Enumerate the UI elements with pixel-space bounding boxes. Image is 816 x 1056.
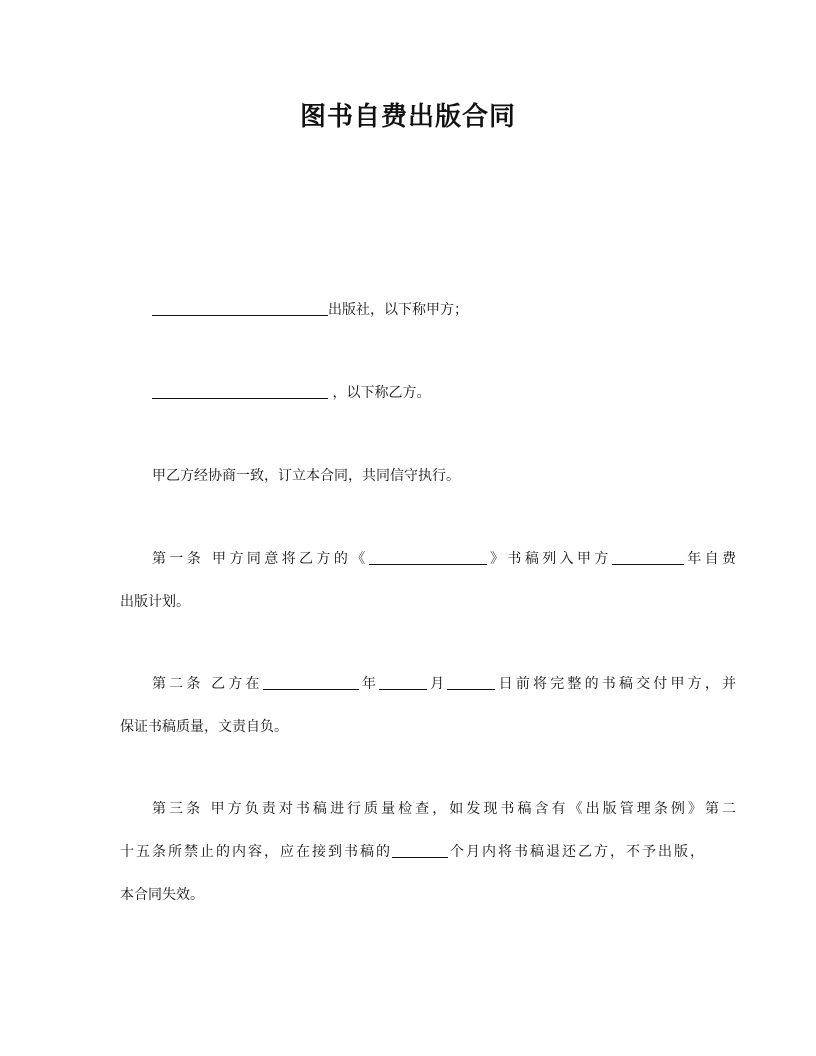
article-2-line-1 (120, 673, 736, 693)
article-2-text-4: 日前将完整的书稿交付甲方，并 (495, 676, 737, 692)
delivery-year-blank[interactable] (263, 675, 359, 690)
article-2-text-2: 年 (358, 676, 380, 692)
party-a-line (120, 299, 736, 319)
publish-year-blank[interactable] (612, 550, 684, 565)
article-3-line-1: 第三条 甲方负责对书稿进行质量检查，如发现书稿含有《出版管理条例》第二 (152, 801, 736, 817)
party-b-suffix: ，以下称乙方。 (328, 385, 431, 401)
book-title-blank[interactable] (369, 550, 487, 565)
delivery-month-blank[interactable] (379, 675, 427, 690)
party-b-name-blank[interactable] (152, 384, 328, 399)
party-a-suffix: 出版社，以下称甲方； (328, 302, 468, 318)
article-1-text-1: 第一条 甲方同意将乙方的《 (152, 551, 369, 567)
party-b-line (120, 382, 736, 402)
article-2-text-3: 月 (427, 676, 448, 692)
intro-paragraph: 甲乙方经协商一致，订立本合同，共同信守执行。 (152, 468, 460, 484)
article-3-text-1: 十五条所禁止的内容，应在接到书稿的 (120, 844, 392, 860)
party-a-name-blank[interactable] (152, 301, 328, 316)
contract-title: 图书自费出版合同 (299, 102, 516, 132)
article-2-text-1: 第二条 乙方在 (152, 676, 263, 692)
article-3-line-3: 本合同失效。 (120, 887, 204, 903)
article-1-line-1 (120, 548, 736, 568)
article-1-text-2: 》书稿列入甲方 (486, 551, 612, 567)
delivery-day-blank[interactable] (447, 675, 495, 690)
article-1-text-3: 年自费 (683, 551, 737, 567)
article-1-line-2: 出版计划。 (120, 594, 190, 610)
article-2-line-2: 保证书稿质量，文责自负。 (120, 719, 288, 735)
article-3-line-2 (120, 841, 704, 861)
article-3-text-2: 个月内将书稿退还乙方，不予出版， (448, 844, 704, 860)
return-months-blank[interactable] (392, 843, 448, 858)
